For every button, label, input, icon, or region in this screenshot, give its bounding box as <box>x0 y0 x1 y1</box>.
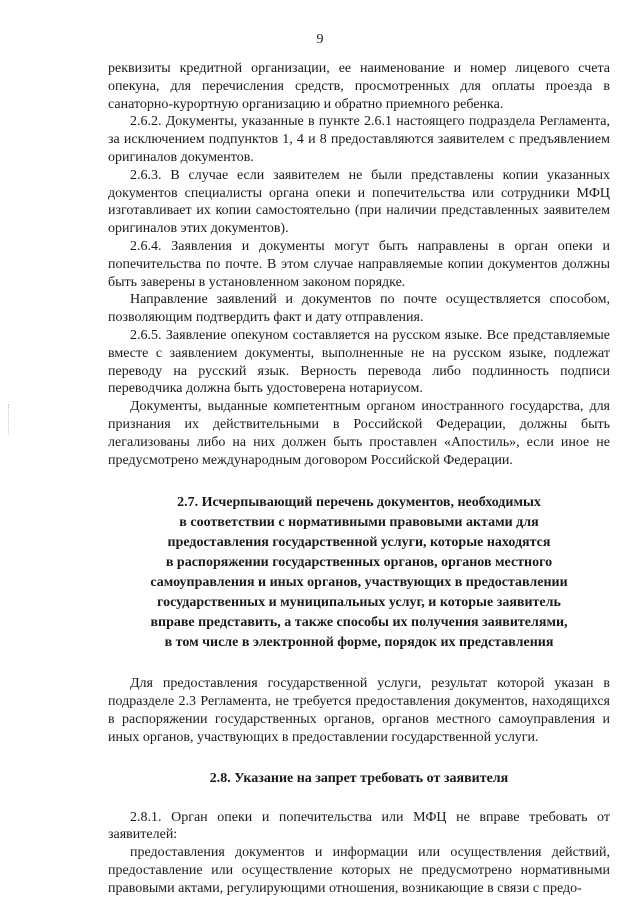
paragraph-2-6-3: 2.6.3. В случае если заявителем не были представлены копии указанных документов специалисты органа опеки и попечительства или сотрудники МФЦ изготавливает их копии самостоятельно (при наличии представленных заявителем оригиналов этих документов). <box>108 167 610 237</box>
paragraph-2-6-2: 2.6.2. Документы, указанные в пункте 2.6.1 настоящего подраздела Регламента, за исключением подпунктов 1, 4 и 8 предоставляются заявителем с предъявлением оригиналов документов. <box>108 114 610 165</box>
paragraph-2-8-1: 2.8.1. Орган опеки и попечительства или МФЦ не вправе требовать от заявителей: <box>108 809 610 843</box>
heading-line: государственных и муниципальных услуг, и которые заявитель <box>157 595 561 611</box>
section-2-7-heading <box>108 493 610 653</box>
heading-line: в соответствии с нормативными правовыми актами для <box>179 515 539 531</box>
section-2-8-heading: 2.8. Указание на запрет требовать от заявителя <box>209 770 509 786</box>
paragraph-foreign-documents: Документы, выданные компетентным органом иностранного государства, для признания их действительными в Российской Федерации, должны быть легализованы либо на них должен быть проставлен «Апостиль», если иное не предусмотрено международным договором Российской Федерации. <box>108 399 610 468</box>
paragraph-2-6-4: 2.6.4. Заявления и документы могут быть направлены в орган опеки и попечительства по почте. В этом случае направляемые копии документов должны быть заверены в установленном законом порядке. <box>108 238 610 290</box>
paragraph-2-6-5: 2.6.5. Заявление опекуном составляется на русском языке. Все представляемые вместе с заявлением документы, выполненные не на русском языке, подлежат переводу на русский язык. Верность перевода либо подлинность подписи переводчика должна быть удостоверена нотариусом. <box>108 327 610 397</box>
section-2-7-body: Для предоставления государственной услуги, результат которой указан в подразделе 2.3 Регламента, не требуется предоставления документов, находящихся в распоряжении государственных органов, органов местного самоуправления и иных органов, участвующих в предоставлении государственной услуги. <box>108 676 610 745</box>
heading-line: вправе представить, а также способы их получения заявителями, <box>150 615 568 631</box>
paragraph-continuation: реквизиты кредитной организации, ее наименование и номер лицевого счета опекуна, для перечисления средств, просмотренных для оплаты проезда в санаторно-курортную организацию и обратно приемного ребенка. <box>108 61 610 112</box>
heading-line: самоуправления и иных органов, участвующих в предоставлении <box>150 575 568 591</box>
heading-line: 2.7. Исчерпывающий перечень документов, необходимых <box>177 495 541 511</box>
scan-edge-mark <box>8 404 12 434</box>
paragraph-prohibition-1: предоставления документов и информации или осуществления действий, предоставление или осуществление которых не предусмотрено нормативными правовыми актами, регулирующими отношения, возникающие в связи с предо- <box>108 845 610 896</box>
paragraph-mail-method: Направление заявлений и документов по почте осуществляется способом, позволяющим подтвердить факт и дату отправления. <box>108 292 610 326</box>
heading-line: предоставления государственной услуги, которые находятся <box>167 535 551 551</box>
page-content <box>108 60 610 898</box>
page-number: 9 <box>316 32 324 47</box>
heading-line: в том числе в электронной форме, порядок их представления <box>164 635 554 651</box>
heading-line: в распоряжении государственных органов, органов местного <box>165 555 553 571</box>
